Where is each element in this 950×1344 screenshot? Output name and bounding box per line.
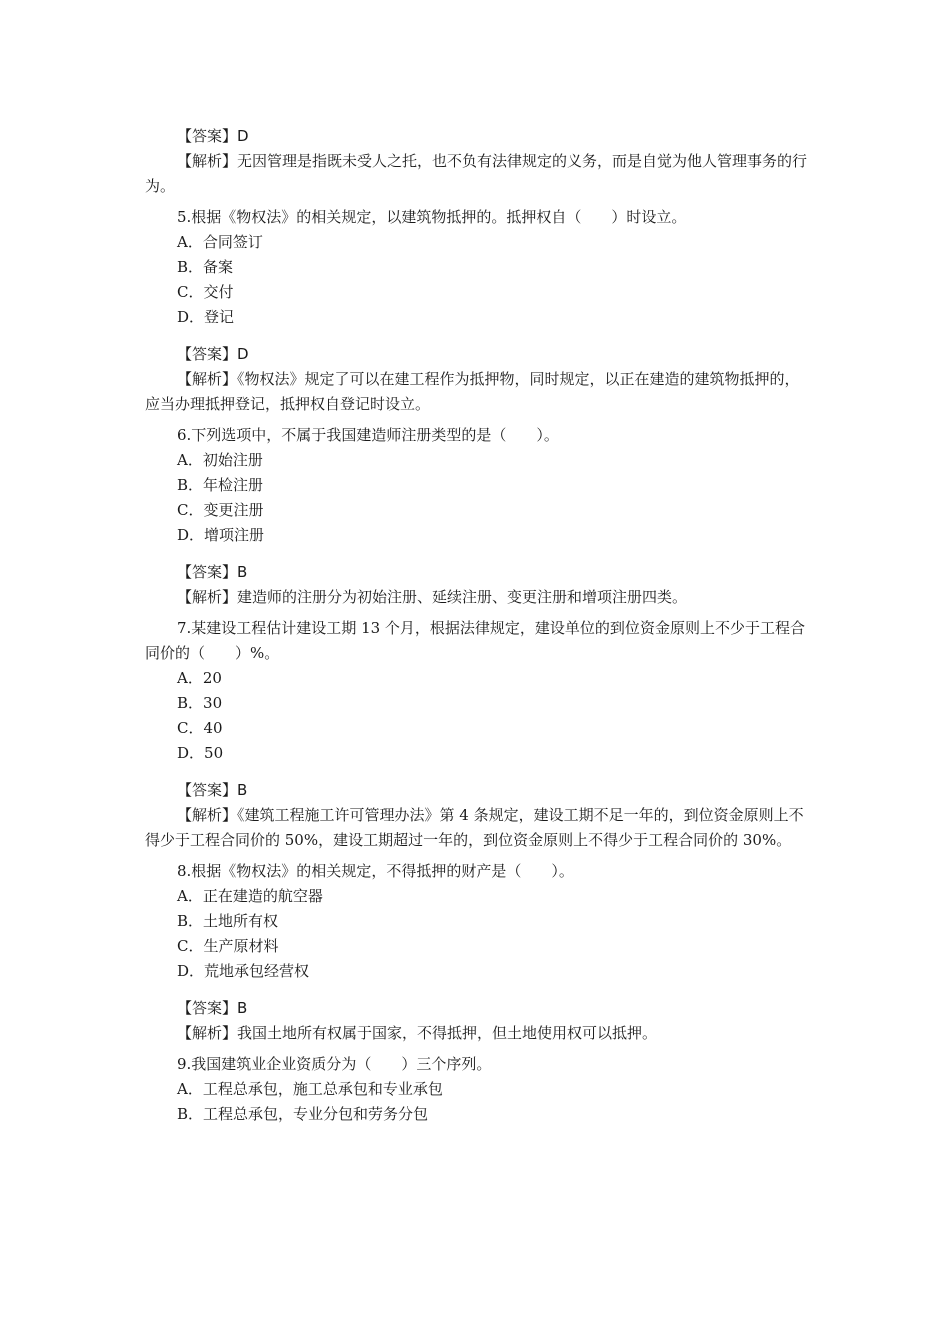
analysis-text: 《物权法》规定了可以在建工程作为抵押物，同时规定，以正在建造的建筑物抵押的，应当办理抵押登记，抵押权自登记时设立。 — [145, 370, 800, 413]
document-body — [145, 124, 810, 1127]
option-item: D．增项注册 — [177, 526, 265, 544]
option-item: B．备案 — [177, 258, 234, 276]
answer-line — [145, 342, 810, 367]
option-item: A．工程总承包，施工总承包和专业承包 — [177, 1080, 443, 1098]
answer-value: B — [237, 999, 248, 1017]
option-item: B．工程总承包，专业分包和劳务分包 — [177, 1105, 429, 1123]
question-stem: 5.根据《物权法》的相关规定，以建筑物抵押的。抵押权自（ ）时设立。 — [177, 208, 687, 226]
analysis-paragraph — [145, 1021, 810, 1046]
analysis-paragraph — [145, 803, 810, 853]
answer-line — [145, 778, 810, 803]
answer-line — [145, 996, 810, 1021]
answer-label: 【答案】 — [177, 345, 238, 363]
option-item: A．初始注册 — [177, 451, 263, 469]
option-item: A．合同签订 — [177, 233, 263, 251]
answer-label: 【答案】 — [177, 563, 238, 581]
analysis-paragraph — [145, 149, 810, 199]
option-item: D．登记 — [177, 308, 235, 326]
analysis-text: 我国土地所有权属于国家，不得抵押，但土地使用权可以抵押。 — [237, 1024, 658, 1042]
analysis-label: 【解析】 — [177, 1024, 238, 1042]
spacer — [145, 548, 810, 560]
answer-value: B — [237, 563, 248, 581]
spacer — [145, 330, 810, 342]
option-item: A．20 — [177, 669, 222, 687]
question-stem: 6.下列选项中，不属于我国建造师注册类型的是（ ）。 — [177, 426, 559, 444]
answer-value: D — [237, 345, 249, 363]
question-stem: 8.根据《物权法》的相关规定，不得抵押的财产是（ ）。 — [177, 862, 574, 880]
analysis-paragraph — [145, 367, 810, 417]
option-item: A．正在建造的航空器 — [177, 887, 323, 905]
answer-value: D — [237, 127, 249, 145]
answer-value: B — [237, 781, 248, 799]
answer-label: 【答案】 — [177, 781, 238, 799]
option-item: C．40 — [177, 719, 223, 737]
option-item: C．生产原材料 — [177, 937, 279, 955]
analysis-text: 无因管理是指既未受人之托，也不负有法律规定的义务，而是自觉为他人管理事务的行为。 — [145, 152, 808, 195]
analysis-paragraph — [145, 585, 810, 610]
option-item: C．变更注册 — [177, 501, 264, 519]
answer-line — [145, 124, 810, 149]
analysis-text: 《建筑工程施工许可管理办法》第 4 条规定，建设工期不足一年的，到位资金原则上不得少于工程合同价的 50%，建设工期超过一年的，到位资金原则上不得少于工程合同价的 30%。 — [145, 806, 804, 849]
option-item: B．年检注册 — [177, 476, 264, 494]
analysis-label: 【解析】 — [177, 806, 238, 824]
analysis-label: 【解析】 — [177, 588, 238, 606]
analysis-label: 【解析】 — [177, 370, 238, 388]
option-item: D．荒地承包经营权 — [177, 962, 310, 980]
spacer — [145, 984, 810, 996]
analysis-label: 【解析】 — [177, 152, 238, 170]
answer-label: 【答案】 — [177, 999, 238, 1017]
option-item: B．30 — [177, 694, 223, 712]
option-item: B．土地所有权 — [177, 912, 279, 930]
option-item: C．交付 — [177, 283, 234, 301]
analysis-text: 建造师的注册分为初始注册、延续注册、变更注册和增项注册四类。 — [237, 588, 688, 606]
option-item: D．50 — [177, 744, 224, 762]
answer-line — [145, 560, 810, 585]
question-stem: 7.某建设工程估计建设工期 13 个月，根据法律规定，建设单位的到位资金原则上不少于工程合同价的（ ）%。 — [145, 619, 805, 662]
answer-label: 【答案】 — [177, 127, 238, 145]
question-stem: 9.我国建筑业企业资质分为（ ）三个序列。 — [177, 1055, 492, 1073]
spacer — [145, 766, 810, 778]
